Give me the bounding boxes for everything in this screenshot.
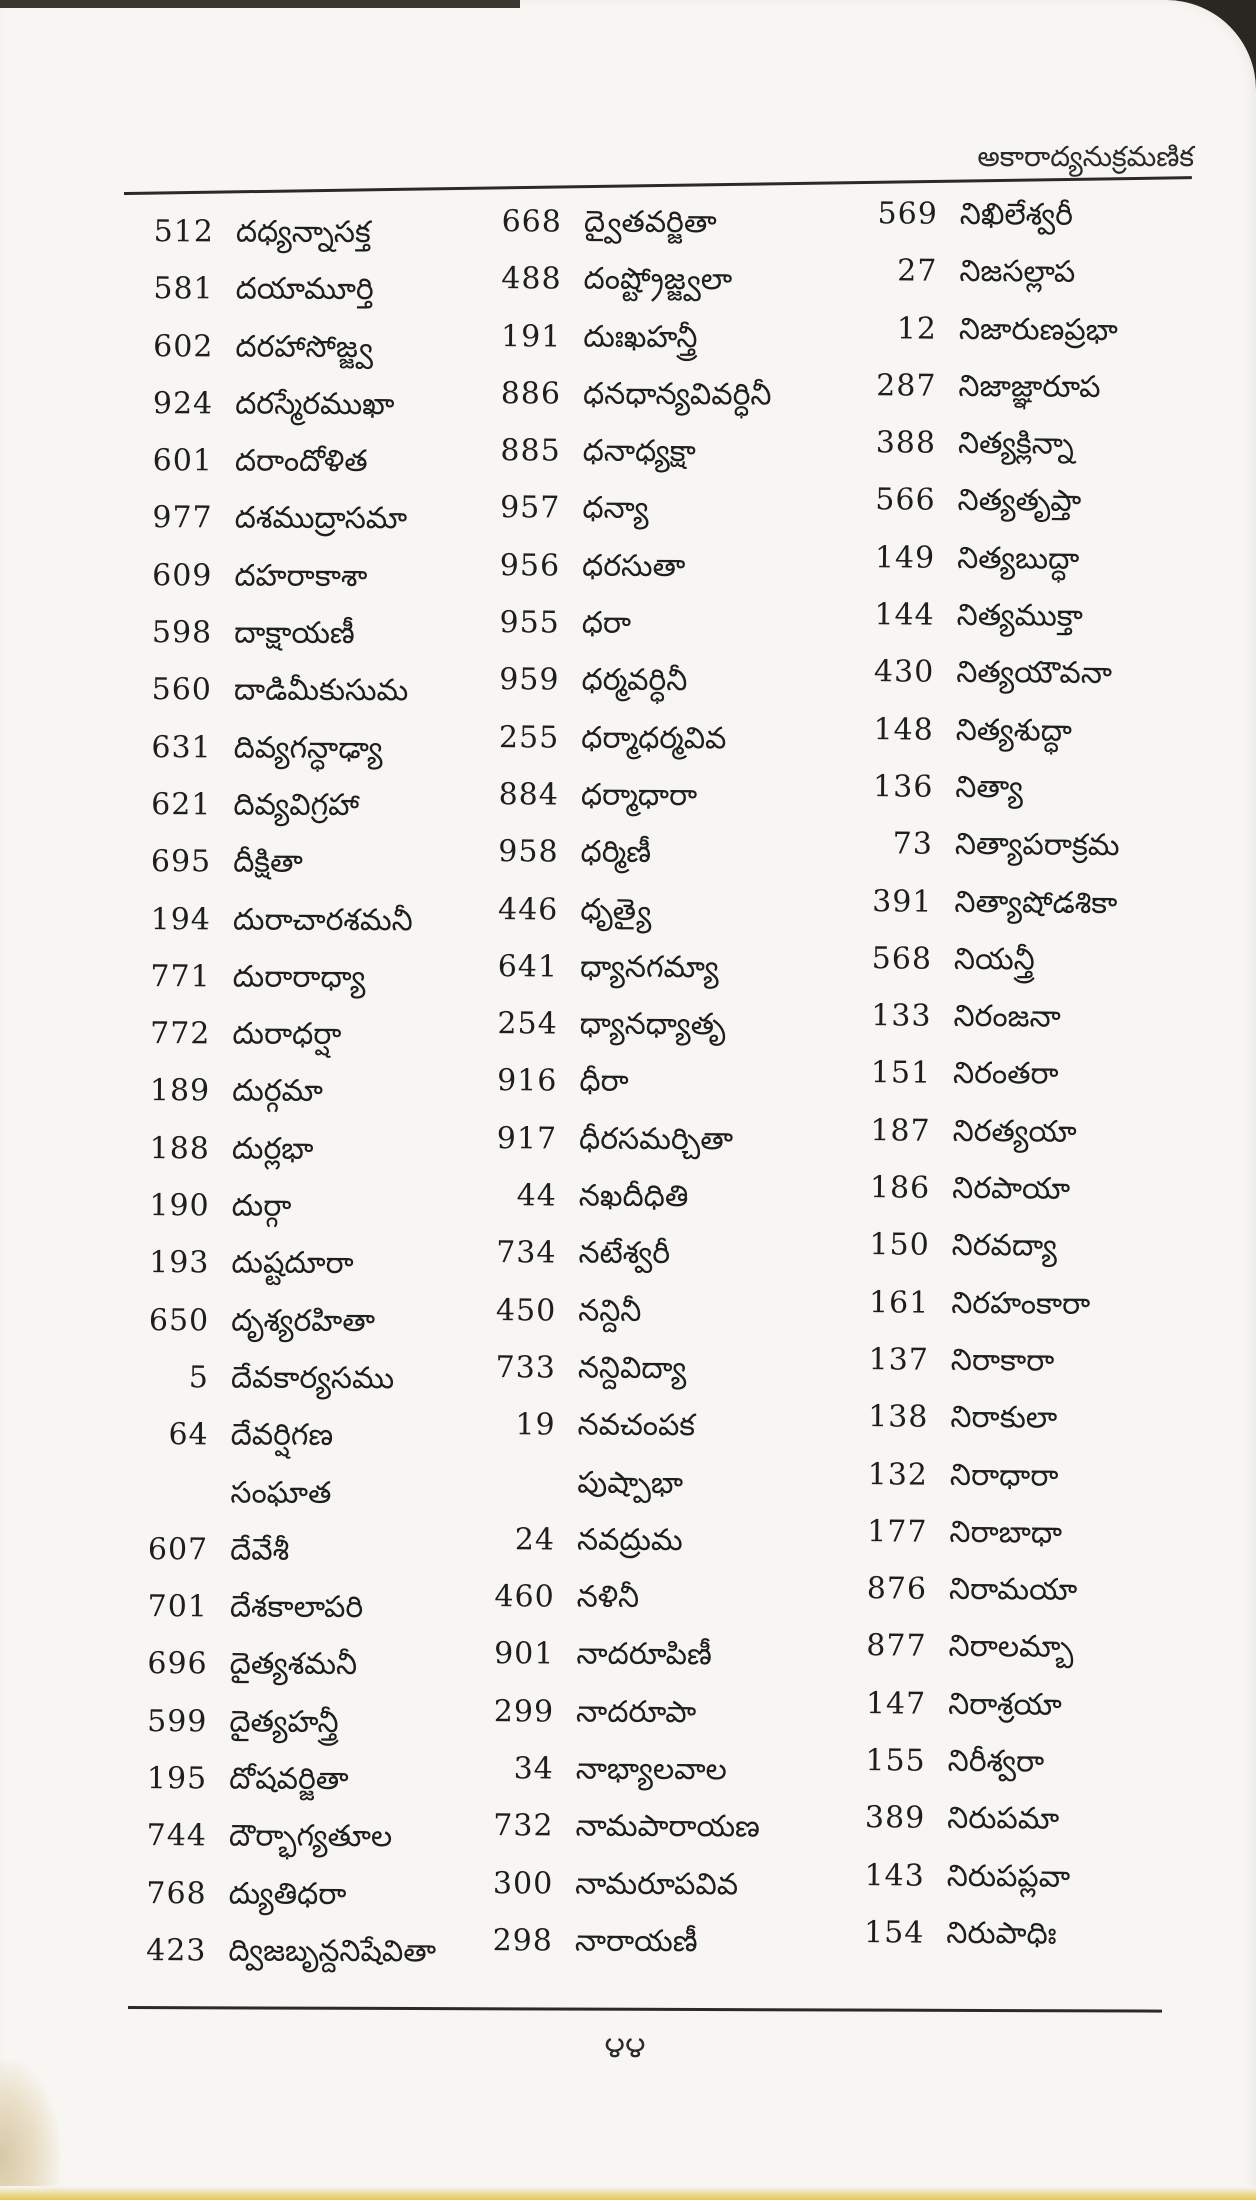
index-entry [838,1915,1198,1975]
entry-name: సంఘాత [230,1474,332,1511]
entry-number: 191 [500,318,562,355]
index-entry [127,844,487,903]
index-entry [469,1866,829,1925]
index-entry [472,1350,832,1409]
entry-name: దహరాకాశా [234,558,368,594]
entry-name: దైత్యశమనీ [229,1646,358,1683]
entry-name: నవచంపక [577,1407,696,1444]
index-entry [852,196,1212,256]
entry-name: దైత్యహన్త్రీ [229,1704,339,1740]
entry-name: నిత్యముక్తా [956,597,1083,634]
bottom-rule [128,2006,1162,2013]
entry-name: నిత్యా [955,769,1024,806]
entry-name: నిరహంకారా [951,1285,1091,1322]
entry-name: నామపారాయణ [575,1808,760,1845]
entry-number: 956 [499,547,561,584]
entry-name: దుష్టదూరా [231,1245,354,1282]
index-entry [127,902,487,961]
entry-number: 155 [865,1743,926,1779]
index-entry [839,1800,1199,1860]
entry-name: ద్యుతిధరా [228,1876,347,1912]
entry-number: 772 [150,1016,211,1052]
entry-name: దేవేశీ [230,1532,290,1568]
entry-name: దరహాసోజ్జ్వ [235,329,374,365]
entry-number: 581 [153,271,214,307]
entry-name: నిత్యాషోడశికా [954,884,1118,921]
entry-name: నిఖిలేశ్వరీ [959,196,1074,233]
entry-number: 768 [146,1875,207,1911]
entry-number: 601 [152,443,213,479]
entry-number: 598 [151,615,213,651]
index-entry [471,1522,831,1581]
entry-number: 733 [495,1350,556,1386]
entry-number: 186 [869,1170,931,1206]
index-entry [472,1235,832,1294]
index-entry [125,1303,485,1362]
index-entry [850,368,1210,428]
index-entry [851,253,1211,313]
entry-name: నిరత్యయా [952,1113,1077,1150]
entry-number: 300 [492,1865,554,1902]
index-entry [470,1694,830,1753]
index-entry [847,712,1207,772]
entry-number: 423 [146,1932,207,1969]
entry-name: నాదరూపా [576,1694,697,1730]
entry-number: 631 [151,729,212,766]
index-entry [475,720,835,779]
index-entry [125,1245,485,1304]
entry-number: 566 [875,482,936,519]
entry-number: 254 [497,1006,558,1042]
entry-number: 957 [500,490,561,526]
entry-name: పుష్పాభా [577,1465,684,1501]
entry-name: నవద్రుమ [576,1522,683,1558]
entry-name: నిత్యయౌవనా [956,655,1113,692]
index-entry [477,261,837,320]
index-entry [123,1704,483,1763]
index-entry [122,1876,482,1935]
index-entry [842,1399,1202,1459]
entry-name: నిరవద్యా [951,1228,1058,1264]
index-entry [846,884,1206,944]
entry-number: 430 [873,654,935,691]
entry-name: నఖదీధితి [578,1178,689,1215]
entry-name: దుఃఖహన్త్రీ [583,319,698,355]
index-entry [128,672,488,731]
index-entry [473,1121,833,1180]
entry-number: 695 [150,844,212,880]
index-entry [474,949,834,1008]
entry-number: 621 [151,787,212,823]
index-entry [474,892,834,951]
entry-name: ధర్మాధర్మవివ [581,720,727,756]
entry-name: నన్దివిద్యా [577,1350,687,1387]
index-entry [841,1571,1201,1631]
entry-name: ధరసుతా [582,548,686,584]
entry-name: నన్దినీ [578,1293,642,1329]
entry-name: ధనాధ్యక్షా [582,433,696,470]
entry-number: 144 [874,597,935,633]
entry-number: 44 [516,1178,557,1214]
index-entry [469,1923,829,1982]
entry-name: నిరాకారా [950,1342,1055,1379]
top-rule [124,176,1192,195]
entry-name: ధ్యానధ్యాతృ [579,1006,726,1043]
entry-name: దాక్షాయణీ [234,615,355,652]
thumb-shadow [0,2060,60,2200]
index-entry [850,425,1210,485]
entry-name: నిత్యతృప్తా [957,483,1082,520]
entry-number: 73 [892,826,934,862]
index-entry [129,443,489,502]
entry-number: 701 [147,1589,208,1625]
entry-name: నిత్యబుద్ధా [957,540,1080,577]
entry-name: నాభ్యాలవాల [575,1751,727,1788]
index-entry [842,1456,1202,1516]
entry-number: 299 [493,1693,555,1730]
index-entry [846,941,1206,1001]
entry-number: 255 [498,719,560,756]
entry-number: 488 [501,261,562,297]
entry-name: దౌర్భాగ్యతూల [228,1818,393,1855]
entry-number: 569 [877,196,938,232]
entry-name: నామరూపవివ [575,1866,739,1902]
entry-number: 391 [872,883,933,920]
entry-number: 560 [151,672,212,708]
entry-number: 877 [866,1628,927,1665]
entry-number: 149 [874,539,936,576]
entry-name: నిరామయా [948,1571,1078,1608]
index-entry [125,1360,485,1419]
entry-name: నిరుపప్లవా [946,1858,1071,1895]
entry-number: 599 [147,1703,208,1740]
index-entry [845,1055,1205,1115]
entry-number: 177 [867,1513,928,1550]
entry-name: ధర్మాధారా [580,777,698,814]
index-entry [838,1858,1198,1918]
index-entry [130,214,490,273]
entry-number: 188 [149,1130,210,1167]
entry-number: 388 [875,425,937,461]
index-entry [477,376,837,435]
entry-number: 150 [869,1227,930,1263]
entry-number: 607 [147,1531,209,1568]
page-number: ౪౪ [604,2030,646,2065]
entry-number: 187 [870,1112,931,1149]
entry-name: నిజసల్లాప [959,254,1076,291]
index-entry [126,959,486,1018]
index-entry [470,1636,830,1695]
entry-number: 189 [149,1073,211,1109]
entry-name: ధీరా [579,1063,629,1100]
index-entry [839,1743,1199,1803]
entry-number: 977 [152,500,213,536]
index-entry [475,662,835,721]
index-entry [473,1063,833,1122]
index-entry [476,548,836,607]
entry-number: 609 [152,557,213,594]
entry-number: 696 [147,1646,208,1682]
entry-name: ధ్యానగమ్యా [579,949,719,986]
index-entry [848,654,1208,714]
entry-name: నిరీశ్వరా [947,1743,1045,1780]
page-edge [0,2186,1256,2200]
entry-name: దశముద్రాసమా [234,500,408,537]
entry-number: 133 [871,998,932,1034]
entry-name: ద్వైతవర్జితా [583,204,717,241]
index-entry [126,1131,486,1190]
entry-number: 568 [871,941,933,977]
entry-number: 19 [515,1407,556,1443]
entry-name: దేవర్షిగణ [230,1417,334,1454]
index-entry [844,1170,1204,1230]
entry-name: ధర్మిణీ [580,834,652,871]
entry-name: నిరుపాధిః [946,1915,1057,1952]
index-entry [126,1016,486,1075]
entry-number: 885 [500,433,561,469]
entry-name: నారాయణీ [574,1923,698,1960]
entry-name: దంష్ట్రోజ్జ్వలా [583,261,733,298]
entry-number: 34 [513,1751,554,1787]
entry-name: దివ్యవిగ్రహా [233,787,360,823]
entry-name: దయామూర్తి [235,271,374,308]
index-entry [844,1113,1204,1173]
entry-name: దరస్మేరముఖా [235,386,395,423]
entry-number: 771 [150,958,211,995]
index-entry [841,1514,1201,1574]
index-entry [128,500,488,559]
index-entry [123,1646,483,1705]
entry-number: 958 [498,834,559,870]
index-entry [470,1751,830,1810]
entry-number: 190 [149,1188,210,1224]
entry-name: నటేశ్వరీ [578,1235,671,1272]
entry-name: ద్విజబృన్దనిషేవితా [228,1933,437,1970]
entry-number: 884 [498,777,559,813]
index-entry [129,271,489,330]
index-column-1 [122,214,490,1992]
entry-name: దుర్గమా [232,1073,323,1110]
index-entry [123,1761,483,1820]
entry-number: 955 [499,605,560,641]
entry-number: 154 [863,1915,925,1951]
entry-number: 132 [867,1456,929,1493]
index-entry [474,834,834,893]
entry-number: 876 [866,1571,928,1607]
index-entry [847,826,1207,886]
entry-name: నిరంతరా [952,1056,1059,1093]
index-entry [125,1188,485,1247]
entry-name: దరాందోళిత [234,443,368,480]
entry-name: దివ్యగన్ధాఢ్యా [233,730,383,766]
index-entry [840,1628,1200,1688]
index-entry [126,1073,486,1132]
index-column-3 [838,196,1212,1975]
running-header: అకారాద్యనుక్రమణిక [977,140,1194,173]
index-entry [845,998,1205,1058]
index-entry [847,769,1207,829]
index-entry [128,558,488,617]
index-entry [473,1006,833,1065]
entry-number: 193 [149,1245,210,1281]
index-entry [840,1686,1200,1746]
entry-name: నిరంజనా [953,998,1061,1035]
entry-name: దురాచారశమనీ [232,902,413,938]
entry-number: 151 [870,1055,932,1092]
entry-number: 137 [868,1342,929,1378]
entry-name: దుర్లభా [231,1131,314,1167]
entry-number: 917 [496,1120,558,1157]
entry-number: 512 [153,214,214,250]
entry-number: 924 [152,385,214,422]
entry-number: 147 [865,1685,927,1722]
index-entry [843,1227,1203,1287]
entry-name: నాదరూపిణీ [576,1636,712,1673]
index-entry [848,597,1208,657]
entry-number: 148 [873,711,934,748]
index-entry [477,319,837,378]
index-entry [472,1293,832,1352]
entry-name: దేవకార్యసము [230,1360,395,1397]
entry-number: 389 [864,1800,926,1836]
entry-number: 446 [497,891,559,927]
index-entry [843,1285,1203,1345]
entry-name: దేశకాలాపరి [229,1589,364,1626]
entry-number: 298 [492,1923,553,1959]
entry-number: 136 [872,769,934,805]
entry-name: ధనధాన్యవివర్ధినీ [582,376,772,413]
entry-name: నిజాజ్ఞారూప [958,368,1101,405]
index-entry [122,1933,482,1992]
entry-number: 195 [146,1761,208,1797]
entry-name: ధరా [581,605,632,641]
entry-name: నిత్యాపరాక్రమ [954,827,1120,864]
entry-name: దుర్గా [231,1188,292,1224]
entry-number: 460 [494,1579,555,1615]
index-entry [473,1178,833,1237]
entry-number: 5 [188,1360,209,1396]
entry-name: దురారాధ్యా [232,959,366,995]
entry-name: ధృత్యై [580,892,652,928]
entry-number: 901 [494,1636,555,1672]
index-column-2 [469,204,838,1982]
index-entry [478,204,838,263]
entry-number: 450 [495,1292,557,1329]
entry-number: 916 [497,1063,558,1099]
entry-number: 732 [493,1808,554,1844]
entry-name: నిరాధారా [949,1457,1059,1494]
entry-name: దృశ్యరహితా [231,1303,376,1339]
index-entry [124,1417,484,1476]
entry-number: 744 [146,1818,207,1854]
entry-name: నళినీ [576,1579,640,1615]
index-entry [475,777,835,836]
entry-number: 287 [876,368,937,404]
entry-name: నిత్యక్లిన్నా [957,426,1075,462]
index-entry [123,1818,483,1877]
entry-number: 602 [153,328,214,364]
index-entry [843,1342,1203,1402]
index-entry [476,605,836,664]
index-entry [124,1532,484,1591]
entry-number: 12 [896,310,938,347]
index-entry [124,1475,484,1534]
index-entry [124,1589,484,1648]
entry-name: నిరాశ్రయా [948,1686,1062,1723]
entry-number: 161 [868,1284,930,1321]
entry-number: 668 [501,204,562,240]
index-entry [849,482,1209,542]
entry-number: 27 [897,253,938,289]
entry-name: నిత్యశుద్ధా [955,712,1073,749]
entry-name: ధన్యా [582,491,649,527]
entry-number: 138 [868,1399,929,1435]
entry-number: 194 [150,901,211,937]
entry-name: ధర్మవర్ధినీ [581,662,688,699]
entry-name: దురాధర్షా [232,1016,342,1053]
entry-number: 143 [864,1857,925,1894]
index-entry [470,1579,830,1638]
entry-name: దీక్షితా [233,844,303,881]
index-entry [127,787,487,846]
entry-name: నియన్త్రీ [953,941,1035,978]
entry-name: నిరాబాధా [949,1514,1063,1551]
index-entry [129,329,489,388]
index-entry [129,386,489,445]
index-entry [476,433,836,492]
index-entry [469,1808,829,1867]
entry-name: ధీరసమర్చితా [579,1121,734,1158]
index-entry [471,1465,831,1524]
entry-name: నిరపాయా [952,1170,1071,1207]
entry-number: 650 [148,1302,210,1338]
entry-number: 641 [497,948,559,985]
entry-name: దోషవర్జితా [229,1761,349,1797]
index-entry [128,615,488,674]
entry-number: 64 [168,1417,209,1453]
entry-name: నిరుపమా [947,1801,1060,1837]
index-entry [851,311,1211,371]
entry-name: దాడిమీకుసుమ [233,672,409,709]
entry-name: దధ్యన్నాసక్త [235,214,371,251]
entry-name: నిరాకులా [950,1400,1058,1436]
index-entry [476,490,836,549]
index-entry [127,730,487,789]
entry-number: 886 [500,376,562,412]
index-entry [471,1407,831,1466]
entry-name: నిజారుణప్రభా [958,311,1118,348]
entry-number: 734 [496,1235,557,1271]
entry-number: 959 [499,662,560,698]
entry-number: 24 [514,1522,556,1558]
index-entry [849,540,1209,600]
entry-name: నిరాలమ్బా [948,1629,1074,1666]
